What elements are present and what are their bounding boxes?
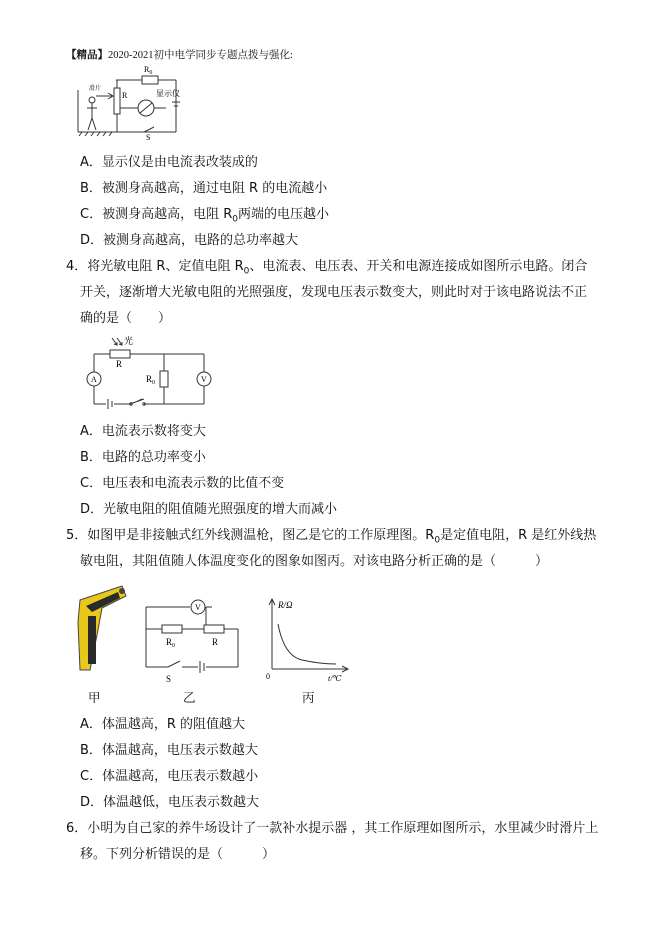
fig4-ammeter-label: A [91, 375, 97, 384]
fig3-s-label: S [146, 133, 151, 142]
q3-option-c[interactable]: C．被测身高越高，电阻 $R_0$两端的电压越小 [80, 207, 329, 225]
q4-option-d[interactable]: D．光敏电阻的阻值随光照强度的增大而减小 [80, 502, 338, 517]
fig3-slider-label: 滑片 [89, 86, 102, 92]
q4-option-a[interactable]: A．电流表示数将变大 [80, 424, 206, 439]
q6-stem-line2: 移。下列分析错误的是（ ） [80, 847, 276, 862]
fig3-display-label: 显示仪 [156, 89, 180, 98]
q4-stem-line3: 确的是（ ） [80, 311, 172, 326]
q6-stem-line1: 6．小明为自己家的养牛场设计了一款补水提示器 ，其工作原理如图所示，水里减少时滑片上 [66, 821, 599, 836]
fig5-y-axis-label: R/Ω [278, 600, 293, 610]
q4-option-b[interactable]: B．电路的总功率变小 [80, 450, 206, 465]
fig4-r-label: R [116, 359, 123, 369]
fig5-r0-label: $R_0$ [166, 637, 176, 649]
q5-stem-line1: 5．如图甲是非接触式红外线测温枪，图乙是它的工作原理图。$R_0$是定值电阻，R 是红外线热 [66, 528, 597, 546]
thermistor-circuit-figure [140, 595, 240, 685]
q5-option-b[interactable]: B．体温越高，电压表示数越大 [80, 743, 258, 758]
height-meter-circuit-figure [76, 60, 196, 145]
fig5-origin-label: 0 [266, 672, 270, 681]
fig5-caption-a: 甲 [88, 690, 101, 705]
q5-option-a[interactable]: A．体温越高，R 的阻值越大 [80, 717, 246, 732]
q3-option-d[interactable]: D．被测身高越高，电路的总功率越大 [80, 233, 299, 248]
header-title: 2020-2021初中电学同步专题点拨与强化: [108, 50, 293, 61]
q3-option-a[interactable]: A．显示仪是由电流表改装成的 [80, 155, 258, 170]
fig5-caption-b: 乙 [183, 690, 196, 705]
fig4-r0-label: $R_0$ [146, 374, 156, 386]
q3-option-b[interactable]: B．被测身高越高，通过电阻 R 的电流越小 [80, 181, 328, 196]
fig5-s-label: S [166, 674, 172, 684]
header-tag: 【精品】 [66, 50, 108, 61]
fig5-r-label: R [212, 637, 219, 647]
q5-option-c[interactable]: C．体温越高，电压表示数越小 [80, 769, 259, 784]
q4-option-c[interactable]: C．电压表和电流表示数的比值不变 [80, 476, 285, 491]
fig5-x-axis-label: t/℃ [328, 674, 342, 683]
resistance-temperature-graph [262, 594, 352, 686]
fig3-r-label: R [122, 91, 128, 100]
infrared-thermometer-figure [72, 582, 132, 677]
q5-stem-line2: 敏电阻，其阻值随人体温度变化的图象如图丙。对该电路分析正确的是（ ） [80, 554, 549, 569]
fig5-voltmeter-label: V [195, 603, 201, 612]
fig4-light-label: 光 [124, 336, 134, 346]
photoresistor-circuit-figure [84, 334, 214, 414]
q5-option-d[interactable]: D．体温越低，电压表示数越大 [80, 795, 260, 810]
fig4-voltmeter-label: V [201, 375, 207, 384]
q4-stem-line2: 开关，逐渐增大光敏电阻的光照强度，发现电压表示数变大，则此时对于该电路说法不正 [80, 285, 588, 300]
fig3-r0-label: $R_0$ [144, 65, 153, 76]
q4-stem-line1: 4．将光敏电阻 R、定值电阻 $R_0$、电流表、电压表、开关和电源连接成如图所示电路。闭合 [66, 259, 588, 277]
fig5-caption-c: 丙 [302, 690, 315, 705]
